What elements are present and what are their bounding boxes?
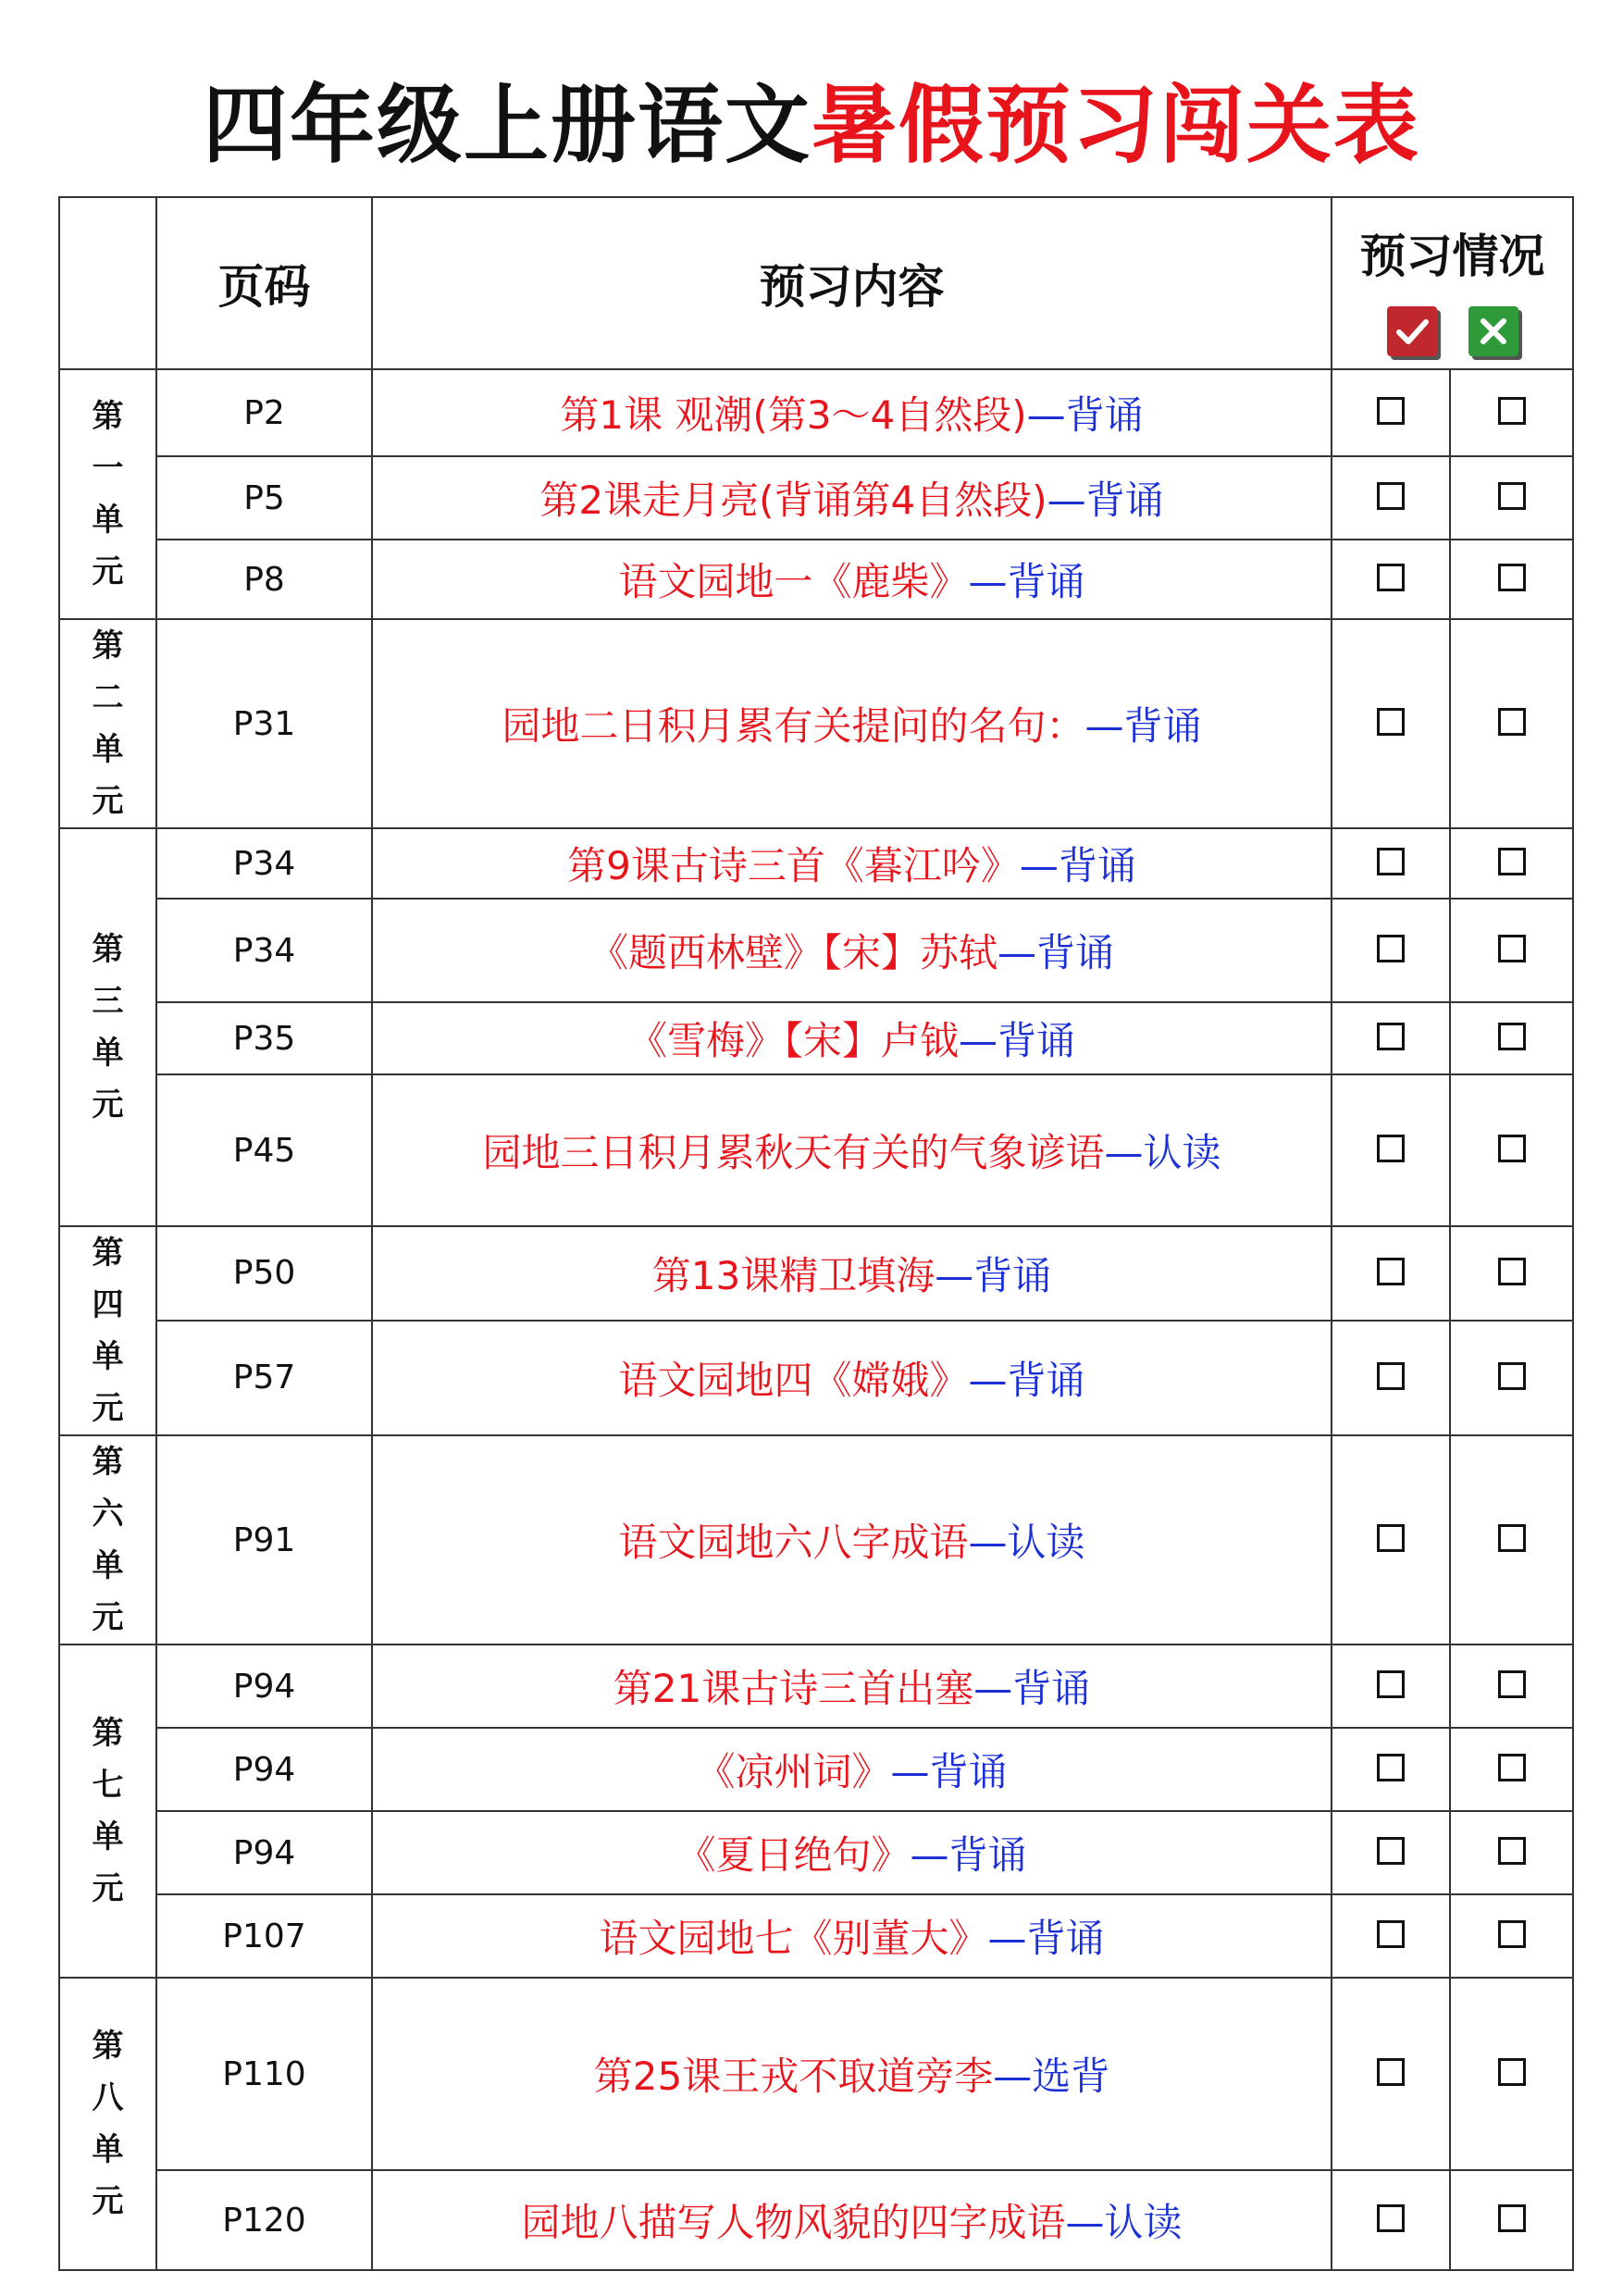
preview-content [372,1811,1332,1894]
done-checkbox-cell [1332,1321,1450,1435]
title-red: 暑假预习闯关表 [812,75,1421,175]
not-done-checkbox-cell [1450,2170,1573,2270]
done-checkbox[interactable] [1377,397,1405,425]
not-done-checkbox-cell [1450,1728,1573,1811]
done-checkbox[interactable] [1377,1362,1405,1390]
done-checkbox-cell [1332,369,1450,456]
unit-label: 第二单元 [59,619,156,828]
content-text: 第13课精卫填海 [651,1252,935,1298]
table-row [59,1644,1573,1728]
preview-content [372,1644,1332,1728]
table-row [59,1728,1573,1811]
preview-content [372,899,1332,1002]
done-checkbox-cell [1332,1978,1450,2170]
not-done-checkbox[interactable] [1498,1524,1526,1552]
action-text: —背诵 [910,1832,1027,1878]
table-row [59,1894,1573,1978]
not-done-checkbox[interactable] [1498,564,1526,591]
title-black: 四年级上册语文 [202,75,812,175]
action-text: —背诵 [973,1666,1091,1711]
unit-label: 第八单元 [59,1978,156,2270]
not-done-checkbox-cell [1450,1811,1573,1894]
done-checkbox-cell [1332,1644,1450,1728]
done-checkbox[interactable] [1377,2204,1405,2232]
not-done-checkbox-cell [1450,1002,1573,1074]
page-number: P91 [156,1435,372,1644]
page-number: P94 [156,1811,372,1894]
done-checkbox-cell [1332,2170,1450,2270]
page-number: P110 [156,1978,372,2170]
preview-content [372,369,1332,456]
page-number: P31 [156,619,372,828]
page-header: 页码 [156,197,372,369]
action-text: —背诵 [1084,703,1202,749]
action-text: —背诵 [968,1357,1085,1403]
action-text: —背诵 [987,1916,1105,1961]
done-checkbox[interactable] [1377,564,1405,591]
table-row [59,899,1573,1002]
content-text: 第25课王戎不取道旁李 [593,2054,994,2099]
table-body [59,369,1573,2270]
preview-content [372,456,1332,540]
not-done-checkbox[interactable] [1498,397,1526,425]
action-text: —背诵 [890,1749,1008,1794]
content-text: 第21课古诗三首出塞 [613,1666,974,1711]
preview-content [372,1435,1332,1644]
table-row [59,1226,1573,1321]
content-text: 《夏日绝句》 [676,1832,911,1878]
content-text: 第2课走月亮(背诵第4自然段) [539,478,1047,523]
page-number: P120 [156,2170,372,2270]
not-done-checkbox-cell [1450,1074,1573,1226]
page-number: P35 [156,1002,372,1074]
not-done-checkbox-cell [1450,1978,1573,2170]
action-text: —认读 [1065,2200,1183,2245]
page-number: P94 [156,1644,372,1728]
action-text: —认读 [968,1520,1085,1565]
table-row [59,540,1573,619]
preview-content [372,1074,1332,1226]
not-done-checkbox-cell [1450,828,1573,899]
unit-label: 第四单元 [59,1226,156,1435]
preview-content [372,828,1332,899]
done-checkbox[interactable] [1377,482,1405,510]
content-text: 语文园地一《鹿柴》 [618,559,969,604]
unit-label: 第七单元 [59,1644,156,1978]
page-number: P2 [156,369,372,456]
not-done-checkbox[interactable] [1498,708,1526,736]
not-done-checkbox[interactable] [1498,1837,1526,1865]
preview-content [372,1728,1332,1811]
page-number: P8 [156,540,372,619]
not-done-checkbox[interactable] [1498,1258,1526,1285]
preview-content [372,1226,1332,1321]
content-text: 第1课 观潮(第3～4自然段) [560,392,1027,438]
done-checkbox[interactable] [1377,1670,1405,1698]
done-checkbox-cell [1332,1728,1450,1811]
not-done-checkbox[interactable] [1498,1754,1526,1781]
header-row [59,197,1573,369]
action-text: —背诵 [1047,478,1164,523]
preview-content [372,2170,1332,2270]
page-title [0,65,1623,185]
not-done-checkbox-cell [1450,1644,1573,1728]
done-checkbox[interactable] [1377,848,1405,875]
done-checkbox-cell [1332,1435,1450,1644]
done-checkbox-cell [1332,899,1450,1002]
status-header-label: 预习情况 [1359,229,1545,283]
action-text: —背诵 [968,559,1085,604]
content-text: 《凉州词》 [696,1749,891,1794]
done-checkbox-cell [1332,828,1450,899]
content-header: 预习内容 [372,197,1332,369]
not-done-checkbox[interactable] [1498,2058,1526,2086]
page-number: P34 [156,828,372,899]
table-row [59,2170,1573,2270]
not-done-checkbox[interactable] [1498,1920,1526,1948]
done-checkbox[interactable] [1377,1920,1405,1948]
unit-header [59,197,156,369]
page-number: P50 [156,1226,372,1321]
action-text: —背诵 [997,930,1115,975]
page-number: P57 [156,1321,372,1435]
page-number: P107 [156,1894,372,1978]
action-text: —背诵 [935,1252,1052,1298]
done-checkbox[interactable] [1377,2058,1405,2086]
not-done-checkbox[interactable] [1498,1362,1526,1390]
table-row [59,1435,1573,1644]
done-checkbox[interactable] [1377,1135,1405,1162]
content-text: 《题西林壁》【宋】苏轼 [588,930,997,975]
check-icon [1387,306,1437,356]
content-text: 第9课古诗三首《暮江吟》 [567,843,1020,888]
done-checkbox[interactable] [1377,935,1405,962]
preview-content [372,619,1332,828]
content-text: 语文园地七《别董大》 [599,1916,988,1961]
not-done-checkbox[interactable] [1498,935,1526,962]
page-number: P5 [156,456,372,540]
not-done-checkbox-cell [1450,456,1573,540]
done-checkbox[interactable] [1377,1837,1405,1865]
page-number: P45 [156,1074,372,1226]
content-text: 语文园地六八字成语 [618,1520,969,1565]
table-row [59,1811,1573,1894]
not-done-checkbox[interactable] [1498,1023,1526,1050]
not-done-checkbox[interactable] [1498,482,1526,510]
table-row [59,369,1573,456]
not-done-checkbox-cell [1450,1226,1573,1321]
page-number: P34 [156,899,372,1002]
table-row [59,1002,1573,1074]
not-done-checkbox-cell [1450,1321,1573,1435]
preview-content [372,1002,1332,1074]
unit-label: 第六单元 [59,1435,156,1644]
done-checkbox[interactable] [1377,1754,1405,1781]
not-done-checkbox[interactable] [1498,2204,1526,2232]
action-text: —背诵 [959,1018,1076,1063]
unit-label: 第三单元 [59,828,156,1226]
done-checkbox-cell [1332,619,1450,828]
done-checkbox-cell [1332,1074,1450,1226]
not-done-checkbox[interactable] [1498,1670,1526,1698]
action-text: —背诵 [1026,392,1144,438]
done-checkbox[interactable] [1377,1524,1405,1552]
cross-icon [1468,306,1518,356]
content-text: 《雪梅》【宋】卢钺 [627,1018,959,1063]
done-checkbox[interactable] [1377,708,1405,736]
done-checkbox[interactable] [1377,1258,1405,1285]
done-checkbox-cell [1332,540,1450,619]
table-row [59,828,1573,899]
unit-label: 第一单元 [59,369,156,619]
table-row [59,456,1573,540]
done-checkbox-cell [1332,456,1450,540]
not-done-checkbox-cell [1450,1894,1573,1978]
done-checkbox-cell [1332,1811,1450,1894]
content-text: 园地三日积月累秋天有关的气象谚语 [482,1130,1105,1175]
preview-content [372,540,1332,619]
done-checkbox[interactable] [1377,1023,1405,1050]
table-row [59,619,1573,828]
not-done-checkbox[interactable] [1498,1135,1526,1162]
page-number: P94 [156,1728,372,1811]
not-done-checkbox[interactable] [1498,848,1526,875]
table-row [59,1074,1573,1226]
not-done-checkbox-cell [1450,540,1573,619]
action-text: —认读 [1104,1130,1221,1175]
content-text: 语文园地四《嫦娥》 [618,1357,969,1403]
table-row [59,1978,1573,2170]
content-text: 园地八描写人物风貌的四字成语 [521,2200,1066,2245]
done-checkbox-cell [1332,1002,1450,1074]
not-done-checkbox-cell [1450,369,1573,456]
table-row [59,1321,1573,1435]
done-checkbox-cell [1332,1226,1450,1321]
preview-table [58,196,1574,2271]
content-text: 园地二日积月累有关提问的名句： [502,703,1085,749]
action-text: —背诵 [1019,843,1136,888]
not-done-checkbox-cell [1450,1435,1573,1644]
preview-content [372,1978,1332,2170]
preview-content [372,1321,1332,1435]
action-text: —选背 [993,2054,1110,2099]
status-header [1332,197,1573,369]
preview-content [372,1894,1332,1978]
done-checkbox-cell [1332,1894,1450,1978]
not-done-checkbox-cell [1450,619,1573,828]
not-done-checkbox-cell [1450,899,1573,1002]
